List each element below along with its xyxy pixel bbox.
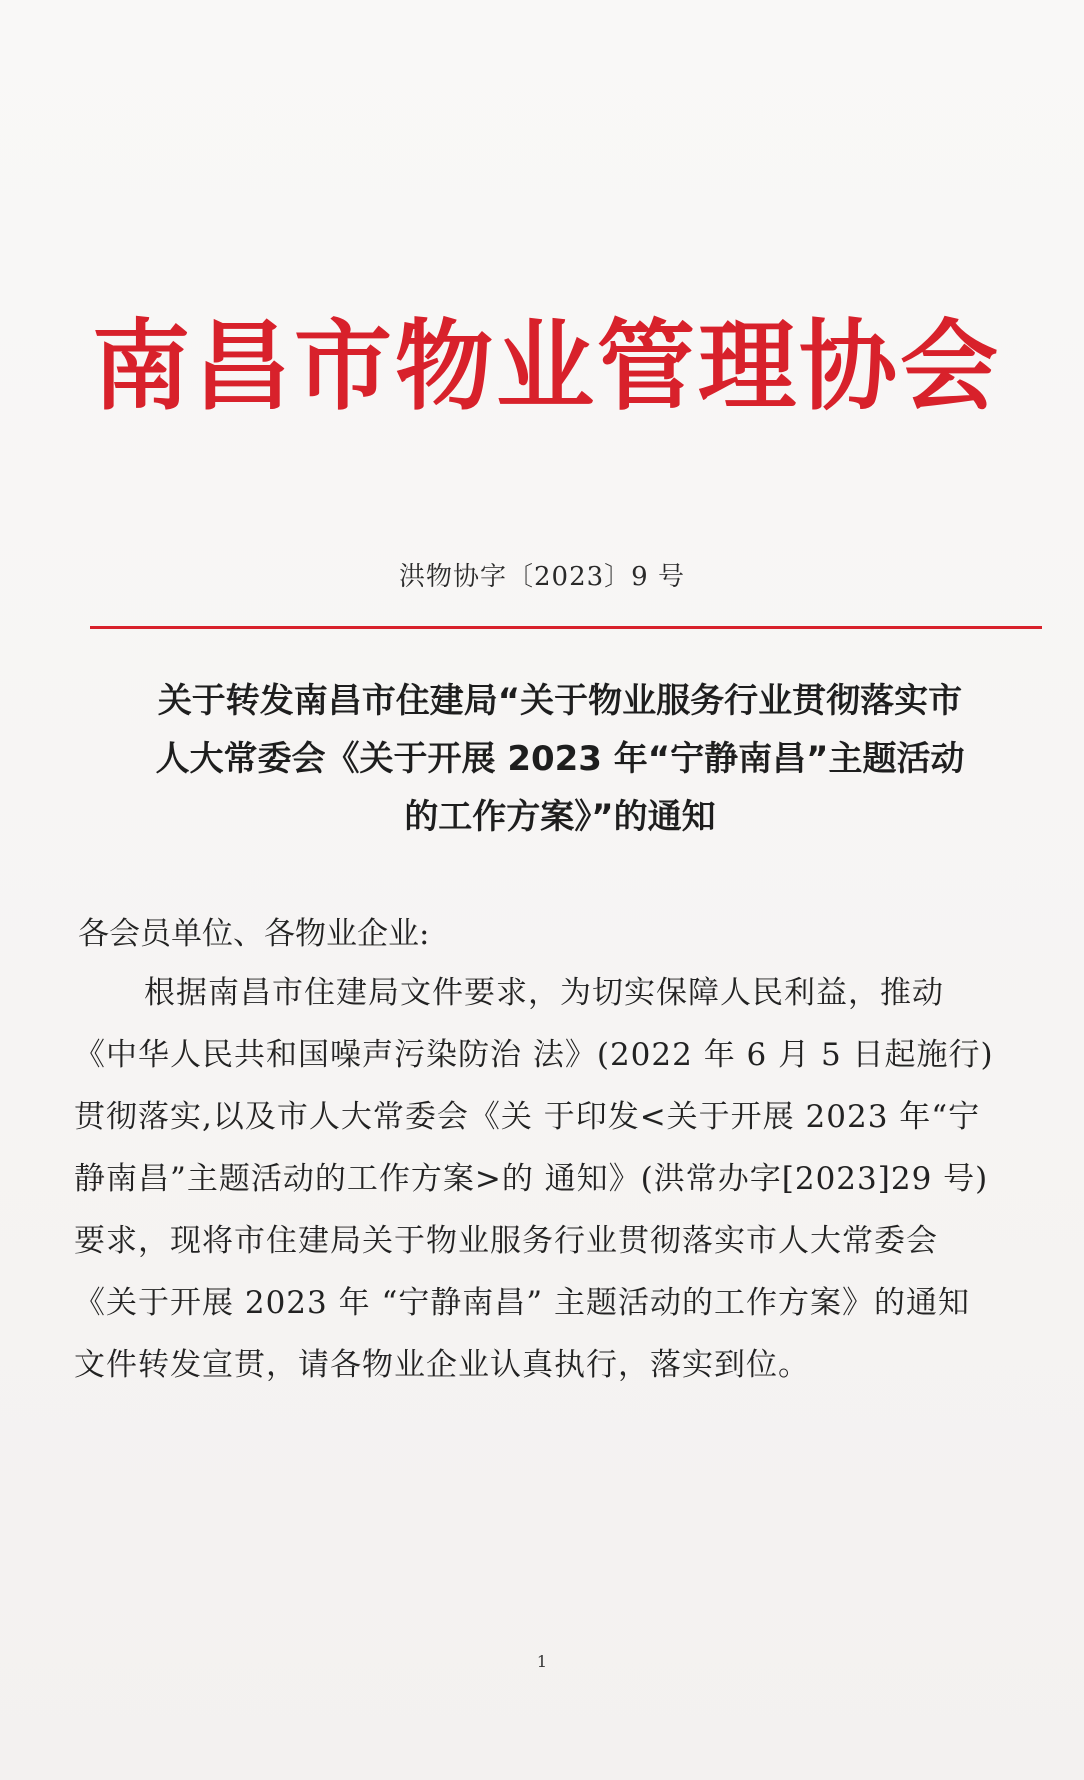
body-line: 根据南昌市住建局文件要求，为切实保障人民利益，推动 [144, 975, 944, 1011]
body-line: 要求，现将市住建局关于物业服务行业贯彻落实市人大常委会 [74, 1223, 938, 1259]
title-line: 关于转发南昌市住建局“关于物业服务行业贯彻落实市 [157, 681, 963, 721]
body-line: 《中华人民共和国噪声污染防治 法》(2022 年 6 月 5 日起施行) [74, 1037, 994, 1073]
title-line: 的工作方案》”的通知 [404, 797, 716, 837]
page-number: 1 [536, 1652, 548, 1671]
salutation: 各会员单位、各物业企业: [78, 916, 430, 952]
body-line: 静南昌”主题活动的工作方案>的 通知》(洪常办字[2023]29 号) [74, 1161, 989, 1197]
body-line: 贯彻落实,以及市人大常委会《关 于印发<关于开展 2023 年“宁 [74, 1099, 981, 1135]
title-line: 人大常委会《关于开展 2023 年“宁静南昌”主题活动 [155, 739, 965, 779]
document-number: 洪物协字〔2023〕9 号 [399, 562, 685, 592]
red-divider-line [90, 626, 1042, 629]
body-line: 文件转发宣贯，请各物业企业认真执行，落实到位。 [74, 1347, 810, 1383]
body-line: 《关于开展 2023 年 “宁静南昌” 主题活动的工作方案》的通知 [74, 1285, 971, 1321]
body-paragraph [74, 962, 1044, 1396]
document-title [70, 672, 1050, 846]
organization-letterhead: 南昌市物业管理协会 [92, 310, 1002, 424]
